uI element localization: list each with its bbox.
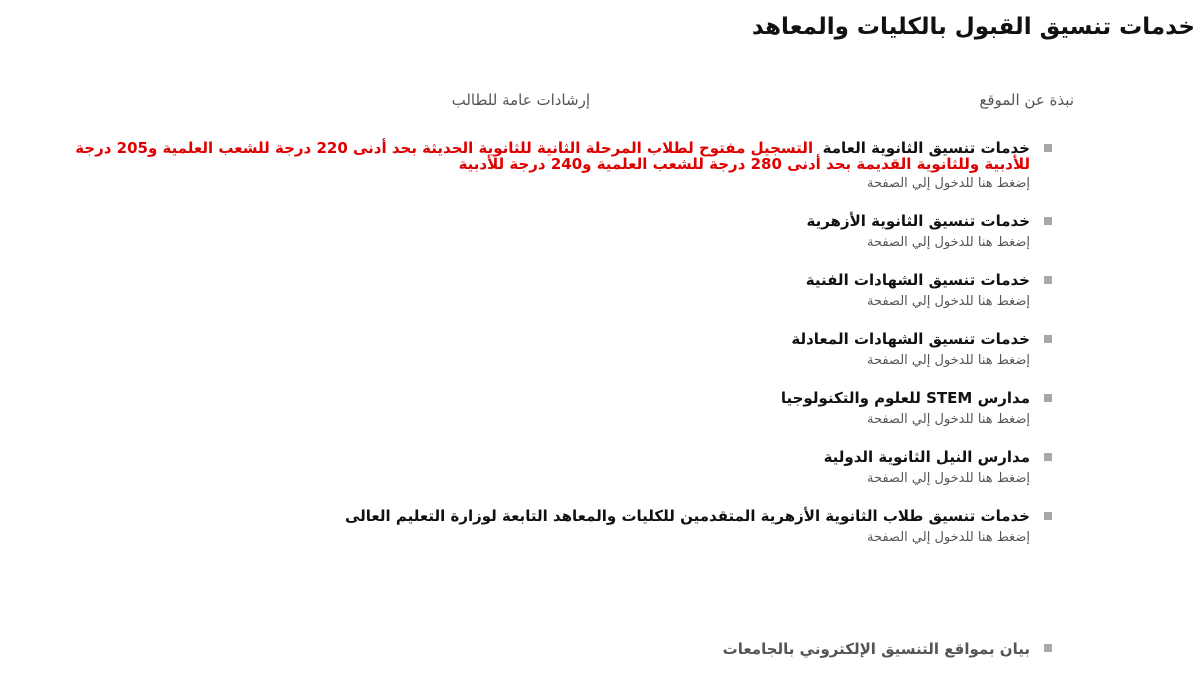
registration-notice: التسجيل مفتوح لطلاب المرحلة الثانية للثانوية الحديثة بحد أدنى 220 درجة للشعب العلمية و205 درجة للأدبية وللثانوية القديمة بحد أدنى 280 درجة للشعب العلمية و240 درجة للأدبية xyxy=(75,139,1030,173)
enter-page-link-stem-schools[interactable]: إضغط هنا للدخول إلي الصفحة xyxy=(866,412,1030,427)
bullet-square-icon xyxy=(1044,644,1052,652)
bullet-square-icon xyxy=(1044,335,1052,343)
universities-statement-label: بيان بمواقع التنسيق الإلكتروني بالجامعات xyxy=(722,640,1030,658)
bullet-square-icon xyxy=(1044,217,1052,225)
service-item-nile-schools xyxy=(27,449,1052,486)
enter-page-link-general-secondary[interactable]: إضغط هنا للدخول إلي الصفحة xyxy=(866,176,1030,191)
bullet-square-icon xyxy=(1044,144,1052,152)
service-item-stem-schools xyxy=(27,390,1052,427)
bullet-square-icon xyxy=(1044,276,1052,284)
page-title: خدمات تنسيق القبول بالكليات والمعاهد xyxy=(751,14,1195,40)
enter-page-link-azhar-higher-education[interactable]: إضغط هنا للدخول إلي الصفحة xyxy=(866,530,1030,545)
service-item-technical-certificates xyxy=(27,272,1052,309)
enter-page-link-azhar-secondary[interactable]: إضغط هنا للدخول إلي الصفحة xyxy=(866,235,1030,250)
enter-page-link-nile-schools[interactable]: إضغط هنا للدخول إلي الصفحة xyxy=(866,471,1030,486)
service-item-azhar-secondary xyxy=(27,213,1052,250)
enter-page-link-equivalent-certificates[interactable]: إضغط هنا للدخول إلي الصفحة xyxy=(866,353,1030,368)
service-item-general-secondary xyxy=(27,140,1052,191)
bullet-square-icon xyxy=(1044,394,1052,402)
enter-page-link-technical-certificates[interactable]: إضغط هنا للدخول إلي الصفحة xyxy=(866,294,1030,309)
universities-statement-link[interactable] xyxy=(723,640,1052,658)
service-item-equivalent-certificates xyxy=(27,331,1052,368)
service-title-stem-schools[interactable]: مدارس STEM للعلوم والتكنولوجيا xyxy=(780,389,1030,407)
bullet-square-icon xyxy=(1044,453,1052,461)
bullet-square-icon xyxy=(1044,512,1052,520)
nav-guidance-link[interactable]: إرشادات عامة للطالب xyxy=(451,91,590,109)
services-list xyxy=(27,140,1052,567)
service-title-nile-schools[interactable]: مدارس النيل الثانوية الدولية xyxy=(823,448,1030,466)
service-title-technical-certificates[interactable]: خدمات تنسيق الشهادات الفنية xyxy=(805,271,1030,289)
service-title-azhar-secondary[interactable]: خدمات تنسيق الثانوية الأزهرية xyxy=(806,212,1030,230)
service-title-azhar-higher-education[interactable]: خدمات تنسيق طلاب الثانوية الأزهرية المتقدمين للكليات والمعاهد التابعة لوزارة التعليم العالى xyxy=(344,507,1030,525)
service-title-equivalent-certificates[interactable]: خدمات تنسيق الشهادات المعادلة xyxy=(791,330,1030,348)
nav-about-link[interactable]: نبذة عن الموقع xyxy=(979,91,1074,109)
service-item-azhar-higher-education xyxy=(27,508,1052,545)
service-title-general-secondary[interactable]: خدمات تنسيق الثانوية العامة xyxy=(822,139,1030,157)
